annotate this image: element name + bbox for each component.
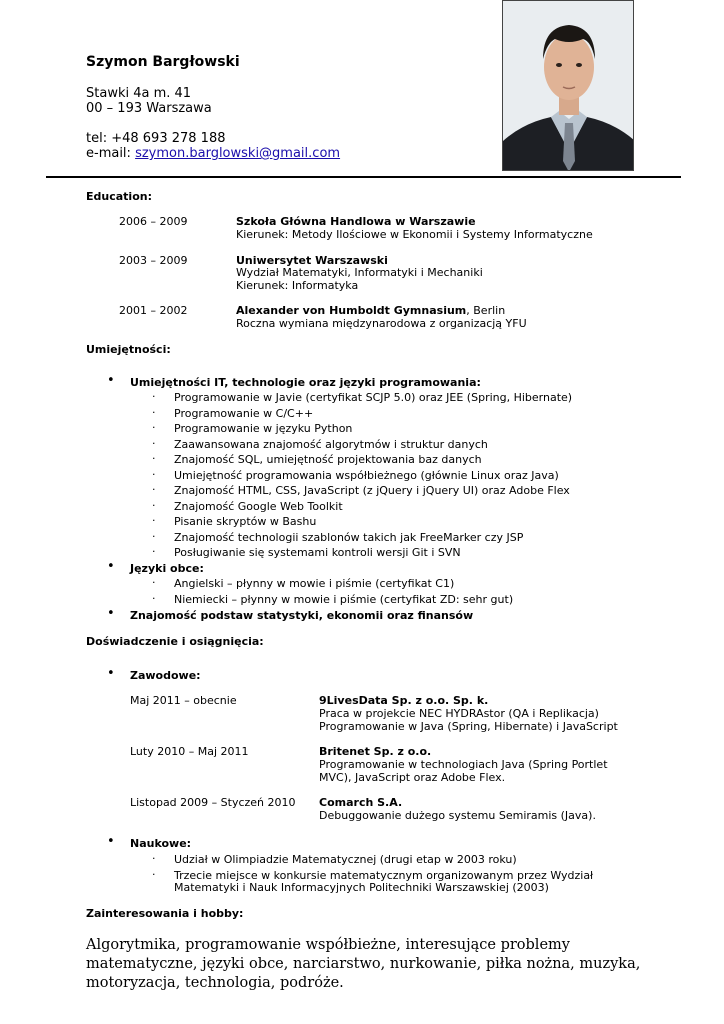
skill-group-heading: Języki obce: — [130, 562, 204, 575]
dot-icon: · — [152, 468, 156, 481]
email-row — [86, 146, 340, 161]
skills-title: Umiejętności: — [86, 343, 171, 356]
experience-academic-heading: Naukowe: — [130, 837, 192, 850]
dot-icon: · — [152, 483, 156, 496]
skill-item: Znajomość SQL, umiejętność projektowania baz danych — [174, 453, 482, 466]
edu-detail: Kierunek: Informatyka — [236, 279, 359, 292]
address-line-2: 00 – 193 Warszawa — [86, 101, 212, 116]
phone-number: tel: +48 693 278 188 — [86, 131, 226, 146]
skill-item: Programowanie w języku Python — [174, 422, 353, 435]
header-divider — [46, 176, 681, 178]
skill-item: Programowanie w C/C++ — [174, 407, 314, 420]
bullet-icon: • — [107, 666, 115, 681]
email-link[interactable]: szymon.barglowski@gmail.com — [135, 146, 341, 161]
job-period: Maj 2011 – obecnie — [130, 694, 237, 707]
edu-years: 2001 – 2002 — [119, 304, 188, 317]
edu-school: Alexander von Humboldt Gymnasium — [236, 304, 467, 317]
dot-icon: · — [152, 421, 156, 434]
edu-school-row — [236, 304, 505, 317]
job-company: 9LivesData Sp. z o.o. Sp. k. — [319, 694, 489, 707]
skill-item: Angielski – płynny w mowie i piśmie (certyfikat C1) — [174, 577, 455, 590]
dot-icon: · — [152, 437, 156, 450]
skill-item: Niemiecki – płynny w mowie i piśmie (certyfikat ZD: sehr gut) — [174, 593, 514, 606]
edu-detail: Roczna wymiana międzynarodowa z organizacją YFU — [236, 317, 527, 330]
dot-icon: · — [152, 530, 156, 543]
profile-photo — [502, 0, 634, 171]
bullet-icon: • — [107, 373, 115, 388]
skill-item: Pisanie skryptów w Bashu — [174, 515, 317, 528]
experience-title: Doświadczenie i osiągnięcia: — [86, 635, 264, 648]
job-detail: Praca w projekcie NEC HYDRAstor (QA i Replikacja) — [319, 707, 599, 720]
job-period: Luty 2010 – Maj 2011 — [130, 745, 249, 758]
job-detail: Programowanie w technologiach Java (Spring Portlet — [319, 758, 608, 771]
dot-icon: · — [152, 499, 156, 512]
dot-icon: · — [152, 868, 156, 881]
hobbies-title: Zainteresowania i hobby: — [86, 907, 244, 920]
dot-icon: · — [152, 406, 156, 419]
skill-group-heading: Umiejętności IT, technologie oraz języki programowania: — [130, 376, 481, 389]
dot-icon: · — [152, 592, 156, 605]
skill-item: Znajomość HTML, CSS, JavaScript (z jQuery i jQuery UI) oraz Adobe Flex — [174, 484, 570, 497]
address-line-1: Stawki 4a m. 41 — [86, 86, 192, 101]
dot-icon: · — [152, 452, 156, 465]
job-company: Britenet Sp. z o.o. — [319, 745, 432, 758]
dot-icon: · — [152, 390, 156, 403]
skill-item: Posługiwanie się systemami kontroli wersji Git i SVN — [174, 546, 461, 559]
edu-school-city: , Berlin — [466, 304, 506, 317]
skill-group-heading: Znajomość podstaw statystyki, ekonomii oraz finansów — [130, 609, 474, 622]
edu-years: 2003 – 2009 — [119, 254, 188, 267]
dot-icon: · — [152, 576, 156, 589]
experience-professional-heading: Zawodowe: — [130, 669, 201, 682]
skill-item: Znajomość technologii szablonów takich jak FreeMarker czy JSP — [174, 531, 524, 544]
candidate-name: Szymon Bargłowski — [86, 54, 240, 70]
skill-item: Znajomość Google Web Toolkit — [174, 500, 343, 513]
education-title: Education: — [86, 190, 152, 203]
job-detail: MVC), JavaScript oraz Adobe Flex. — [319, 771, 506, 784]
academic-item: Udział w Olimpiadzie Matematycznej (drugi etap w 2003 roku) — [174, 853, 517, 866]
email-label: e-mail: — [86, 146, 131, 161]
bullet-icon: • — [107, 834, 115, 849]
hobbies-text: Algorytmika, programowanie współbieżne, interesujące problemy matematyczne, języki obce, narciarstwo, nurkowanie, piłka nożna, muzyka, motoryzacja, technologia, podróże. — [86, 937, 641, 991]
job-period: Listopad 2009 – Styczeń 2010 — [130, 796, 296, 809]
edu-school: Uniwersytet Warszawski — [236, 254, 388, 267]
dot-icon: · — [152, 545, 156, 558]
job-company: Comarch S.A. — [319, 796, 403, 809]
bullet-icon: • — [107, 606, 115, 621]
job-detail: Programowanie w Java (Spring, Hibernate) i JavaScript — [319, 720, 618, 733]
skill-item: Zaawansowana znajomość algorytmów i struktur danych — [174, 438, 488, 451]
edu-school: Szkoła Główna Handlowa w Warszawie — [236, 215, 476, 228]
job-detail: Debuggowanie dużego systemu Semiramis (Java). — [319, 809, 596, 822]
skill-item: Programowanie w Javie (certyfikat SCJP 5.0) oraz JEE (Spring, Hibernate) — [174, 391, 573, 404]
dot-icon: · — [152, 852, 156, 865]
bullet-icon: • — [107, 559, 115, 574]
academic-item: Trzecie miejsce w konkursie matematycznym organizowanym przez Wydział — [174, 869, 594, 882]
edu-detail: Kierunek: Metody Ilościowe w Ekonomii i Systemy Informatyczne — [236, 228, 593, 241]
skill-item: Umiejętność programowania współbieżnego (głównie Linux oraz Java) — [174, 469, 559, 482]
edu-detail: Wydział Matematyki, Informatyki i Mechaniki — [236, 266, 483, 279]
edu-years: 2006 – 2009 — [119, 215, 188, 228]
dot-icon: · — [152, 514, 156, 527]
academic-item-continued: Matematyki i Nauk Informacyjnych Politechniki Warszawskiej (2003) — [174, 881, 549, 894]
